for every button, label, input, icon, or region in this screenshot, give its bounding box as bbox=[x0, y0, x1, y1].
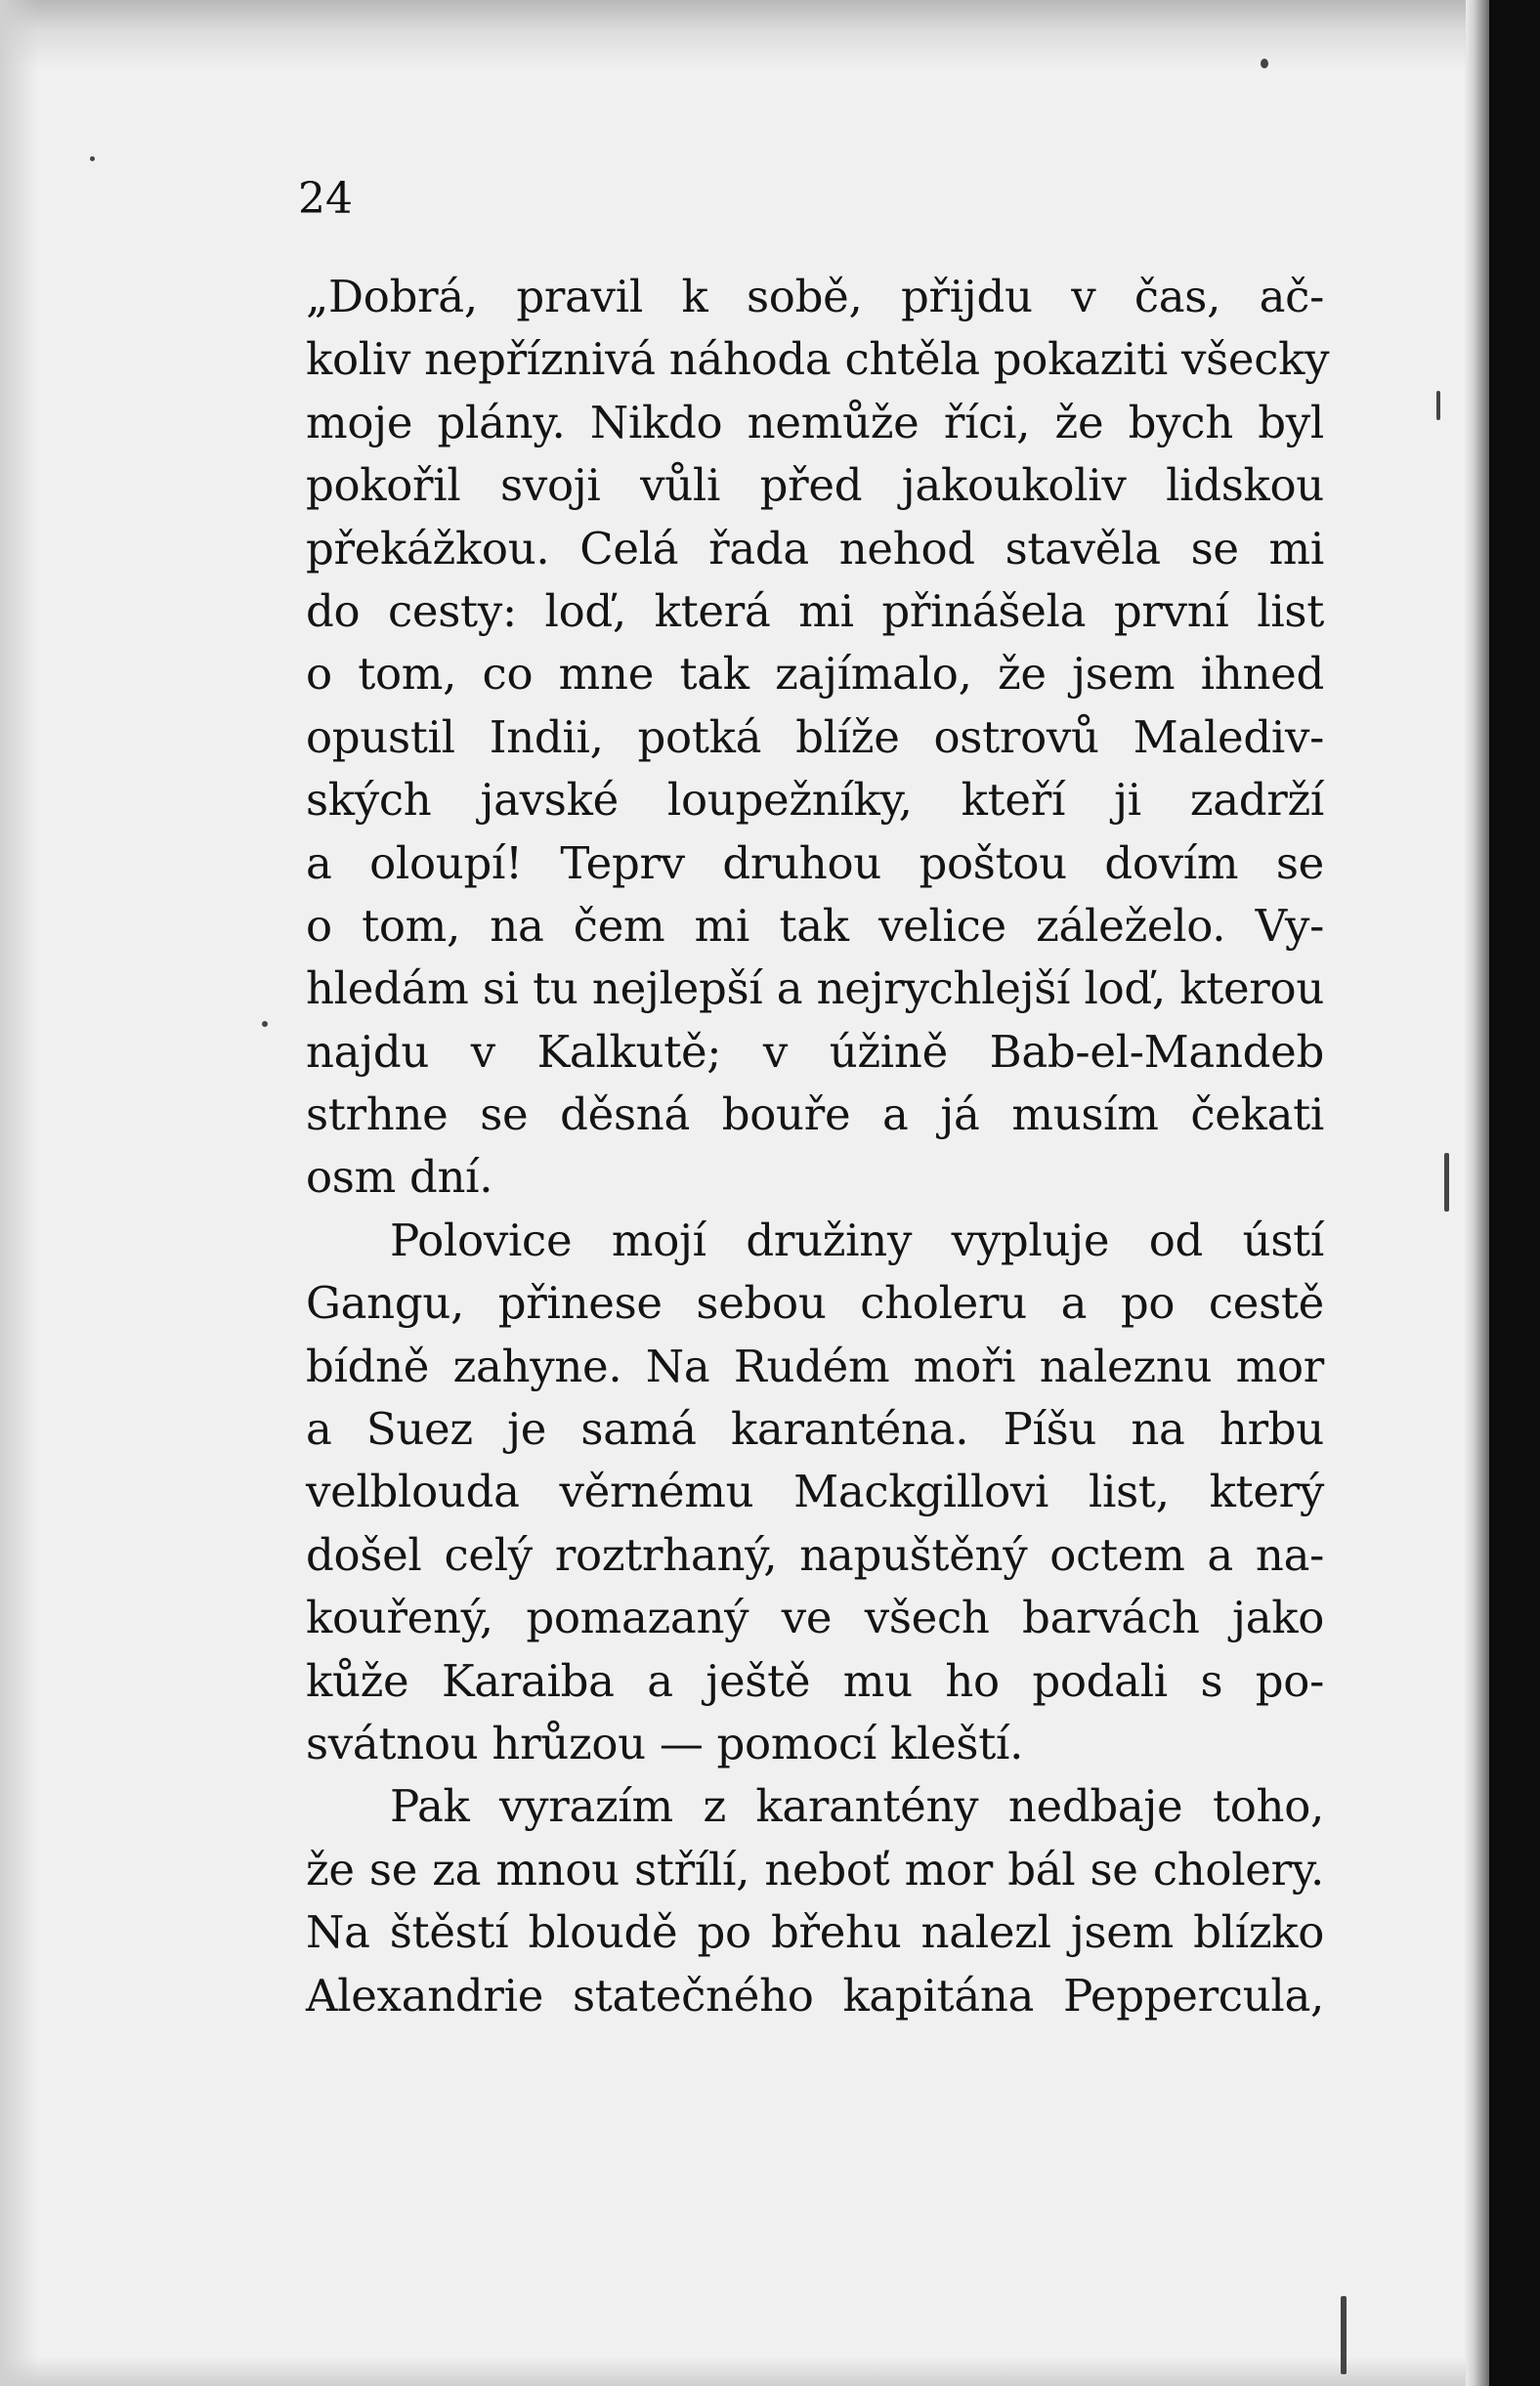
text-line: a oloupí! Teprv druhou poštou dovím se bbox=[306, 836, 1324, 889]
dust-speck bbox=[1436, 391, 1440, 420]
scan-shadow-top bbox=[0, 0, 1466, 68]
text-line: bídně zahyne. Na Rudém moři naleznu mor bbox=[306, 1340, 1324, 1392]
scan-shadow-left bbox=[0, 0, 39, 2386]
text-line: „Dobrá, pravil k sobě, přijdu v čas, ač- bbox=[306, 271, 1324, 322]
text-line: Gangu, přinese sebou choleru a po cestě bbox=[306, 1277, 1324, 1330]
scan-shadow-bottom bbox=[0, 2357, 1466, 2386]
text-line: strhne se děsná bouře a já musím čekati bbox=[306, 1088, 1324, 1141]
text-line: pokořil svoji vůli před jakoukoliv lidskou bbox=[306, 459, 1324, 512]
dust-speck bbox=[90, 156, 95, 161]
dust-speck bbox=[1444, 1153, 1449, 1212]
text-line: do cesty: loď, která mi přinášela první list bbox=[306, 584, 1324, 637]
page-number: 24 bbox=[298, 174, 353, 224]
paragraph-3 bbox=[306, 1775, 1324, 2027]
text-line: najdu v Kalkutě; v úžině Bab-el-Mandeb bbox=[306, 1025, 1324, 1078]
text-line: kůže Karaiba a ještě mu ho podali s po- bbox=[306, 1654, 1324, 1707]
text-line: o tom, co mne tak zajímalo, že jsem ihned bbox=[306, 648, 1324, 701]
scan-border-right bbox=[1489, 0, 1540, 2386]
text-line: svátnou hrůzou — pomocí kleští. bbox=[306, 1717, 1024, 1769]
text-line: opustil Indii, potká blíže ostrovů Malediv- bbox=[306, 710, 1324, 763]
text-line: a Suez je samá karanténa. Píšu na hrbu bbox=[306, 1403, 1324, 1456]
scan-shadow-right bbox=[1464, 0, 1489, 2386]
text-line: velblouda věrnému Mackgillovi list, který bbox=[306, 1466, 1324, 1518]
dust-speck bbox=[1261, 59, 1268, 68]
text-line: o tom, na čem mi tak velice záleželo. Vy- bbox=[306, 899, 1324, 952]
text-line: Pak vyrazím z karantény nedbaje toho, bbox=[390, 1780, 1324, 1833]
text-line: hledám si tu nejlepší a nejrychlejší loď, kterou bbox=[306, 962, 1324, 1015]
dust-speck bbox=[1341, 2296, 1347, 2374]
text-line: došel celý roztrhaný, napuštěný octem a na- bbox=[306, 1528, 1324, 1581]
text-line: Alexandrie statečného kapitána Peppercula, bbox=[306, 1969, 1324, 2022]
text-line: ských javské loupežníky, kteří ji zadrží bbox=[306, 774, 1324, 827]
text-line: že se za mnou střílí, neboť mor bál se cholery. bbox=[306, 1843, 1324, 1896]
text-line: moje plány. Nikdo nemůže říci, že bych byl bbox=[306, 396, 1324, 448]
text-line: kouřený, pomazaný ve všech barvách jako bbox=[306, 1592, 1324, 1644]
text-line: překážkou. Celá řada nehod stavěla se mi bbox=[306, 522, 1324, 575]
text-line: Na štěstí bloudě po břehu nalezl jsem blízko bbox=[306, 1906, 1324, 1959]
text-line: osm dní. bbox=[306, 1151, 493, 1204]
paragraph-1 bbox=[306, 266, 1330, 1210]
text-line: Polovice mojí družiny vypluje od ústí bbox=[390, 1214, 1324, 1266]
body-text bbox=[306, 266, 1330, 2027]
text-line: koliv nepříznivá náhoda chtěla pokaziti všecky bbox=[306, 333, 1330, 386]
dust-speck bbox=[262, 1021, 268, 1027]
paragraph-2 bbox=[306, 1210, 1324, 1776]
